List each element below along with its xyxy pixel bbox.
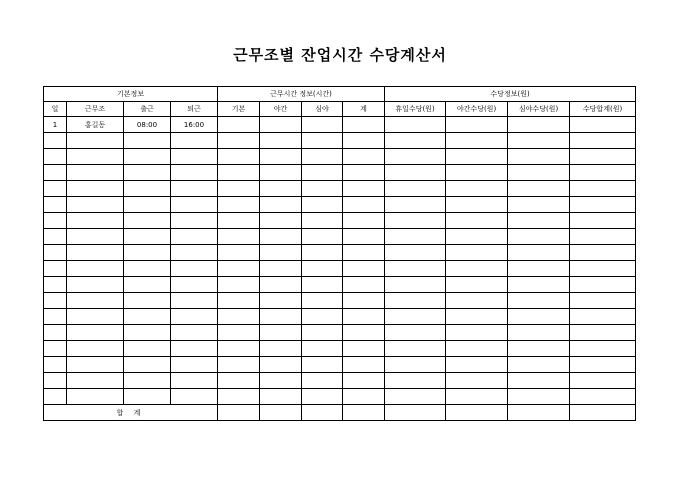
table-cell[interactable] xyxy=(218,181,260,197)
table-cell[interactable] xyxy=(570,373,636,389)
table-cell[interactable] xyxy=(343,341,385,357)
table-cell[interactable] xyxy=(124,229,171,245)
table-cell[interactable] xyxy=(67,133,124,149)
table-cell[interactable] xyxy=(260,389,302,405)
column-header-night-pay: 야간수당(원) xyxy=(446,102,508,117)
column-header-pay-total: 수당합계(원) xyxy=(570,102,636,117)
table-row xyxy=(44,325,636,341)
table-cell[interactable] xyxy=(508,357,570,373)
table-cell[interactable] xyxy=(343,373,385,389)
table-cell[interactable] xyxy=(385,261,446,277)
table-cell[interactable] xyxy=(302,213,343,229)
table-cell[interactable] xyxy=(570,117,636,133)
table-cell[interactable] xyxy=(446,309,508,325)
table-cell[interactable] xyxy=(508,229,570,245)
table-cell[interactable] xyxy=(570,309,636,325)
table-cell[interactable] xyxy=(446,133,508,149)
table-cell[interactable] xyxy=(570,229,636,245)
table-cell[interactable] xyxy=(446,389,508,405)
table-cell[interactable] xyxy=(44,309,67,325)
table-cell[interactable] xyxy=(385,149,446,165)
table-cell[interactable] xyxy=(67,293,124,309)
table-cell[interactable] xyxy=(124,133,171,149)
group-header-pay: 수당정보(원) xyxy=(385,87,636,102)
table-cell[interactable] xyxy=(508,309,570,325)
table-cell[interactable] xyxy=(446,245,508,261)
table-cell[interactable] xyxy=(446,149,508,165)
table-cell[interactable] xyxy=(260,181,302,197)
table-cell[interactable] xyxy=(508,325,570,341)
table-cell[interactable] xyxy=(508,197,570,213)
column-header-late-night-pay: 심야수당(원) xyxy=(508,102,570,117)
table-cell[interactable] xyxy=(343,261,385,277)
table-cell[interactable] xyxy=(44,133,67,149)
column-header-holiday-pay: 휴일수당(원) xyxy=(385,102,446,117)
table-cell[interactable] xyxy=(570,245,636,261)
table-cell[interactable] xyxy=(218,229,260,245)
table-cell[interactable] xyxy=(260,117,302,133)
total-cell[interactable] xyxy=(302,405,343,421)
table-cell[interactable] xyxy=(446,277,508,293)
table-cell[interactable] xyxy=(302,373,343,389)
table-row xyxy=(44,309,636,325)
table-cell[interactable] xyxy=(508,293,570,309)
table-cell[interactable] xyxy=(570,181,636,197)
table-cell[interactable] xyxy=(343,197,385,213)
table-cell[interactable] xyxy=(67,261,124,277)
table-cell[interactable] xyxy=(124,261,171,277)
table-cell[interactable] xyxy=(124,277,171,293)
table-cell[interactable] xyxy=(508,213,570,229)
table-cell[interactable] xyxy=(67,277,124,293)
table-cell[interactable] xyxy=(385,277,446,293)
total-label: 합 계 xyxy=(44,405,218,421)
table-cell[interactable] xyxy=(570,277,636,293)
column-header-total-hours: 계 xyxy=(343,102,385,117)
table-row xyxy=(44,165,636,181)
table-cell[interactable] xyxy=(124,181,171,197)
table-cell[interactable] xyxy=(124,309,171,325)
table-cell[interactable] xyxy=(44,341,67,357)
table-cell[interactable] xyxy=(343,357,385,373)
column-header-shift: 근무조 xyxy=(67,102,124,117)
table-cell[interactable] xyxy=(302,165,343,181)
table-cell[interactable] xyxy=(302,293,343,309)
table-cell[interactable] xyxy=(302,261,343,277)
table-cell[interactable] xyxy=(44,373,67,389)
table-cell[interactable] xyxy=(67,213,124,229)
total-cell[interactable] xyxy=(385,405,446,421)
table-cell[interactable] xyxy=(218,357,260,373)
table-cell[interactable] xyxy=(446,181,508,197)
table-row xyxy=(44,181,636,197)
table-cell[interactable] xyxy=(302,133,343,149)
table-cell[interactable] xyxy=(385,181,446,197)
table-cell[interactable] xyxy=(446,197,508,213)
table-cell[interactable] xyxy=(124,341,171,357)
table-cell[interactable] xyxy=(385,229,446,245)
table-cell[interactable] xyxy=(44,229,67,245)
table-cell[interactable] xyxy=(343,325,385,341)
page-title: 근무조별 잔업시간 수당계산서 xyxy=(233,46,447,64)
table-body xyxy=(44,117,636,405)
table-cell[interactable] xyxy=(343,149,385,165)
table-cell[interactable] xyxy=(171,261,218,277)
table-cell[interactable] xyxy=(171,357,218,373)
table-cell[interactable] xyxy=(385,213,446,229)
table-cell[interactable] xyxy=(67,341,124,357)
table-row xyxy=(44,213,636,229)
table-cell[interactable] xyxy=(67,309,124,325)
table-cell[interactable] xyxy=(171,293,218,309)
table-cell[interactable] xyxy=(343,133,385,149)
table-cell[interactable]: 1 xyxy=(44,117,67,133)
table-cell[interactable] xyxy=(171,133,218,149)
table-cell[interactable] xyxy=(260,149,302,165)
table-row xyxy=(44,229,636,245)
table-cell[interactable] xyxy=(260,229,302,245)
table-cell[interactable] xyxy=(218,277,260,293)
total-row xyxy=(44,405,636,421)
table-cell[interactable] xyxy=(343,293,385,309)
table-cell[interactable] xyxy=(218,245,260,261)
table-cell[interactable] xyxy=(124,325,171,341)
total-cell[interactable] xyxy=(343,405,385,421)
table-cell[interactable] xyxy=(570,325,636,341)
table-cell[interactable] xyxy=(218,117,260,133)
table-cell[interactable] xyxy=(124,293,171,309)
table-cell[interactable] xyxy=(343,165,385,181)
table-cell[interactable] xyxy=(260,309,302,325)
table-cell[interactable] xyxy=(302,277,343,293)
total-cell[interactable] xyxy=(218,405,260,421)
table-cell[interactable] xyxy=(385,357,446,373)
group-header-row xyxy=(44,87,636,102)
table-row xyxy=(44,197,636,213)
table-row xyxy=(44,245,636,261)
table-cell[interactable]: 16:00 xyxy=(171,117,218,133)
table-cell[interactable] xyxy=(67,149,124,165)
table-cell[interactable] xyxy=(302,389,343,405)
table-cell[interactable] xyxy=(218,261,260,277)
table-cell[interactable] xyxy=(508,149,570,165)
table-cell[interactable] xyxy=(260,213,302,229)
table-cell[interactable] xyxy=(171,373,218,389)
table-cell[interactable] xyxy=(67,357,124,373)
table-cell[interactable] xyxy=(570,197,636,213)
table-cell[interactable] xyxy=(508,245,570,261)
table-cell[interactable] xyxy=(44,261,67,277)
table-cell[interactable] xyxy=(385,309,446,325)
table-cell[interactable]: 홍길동 xyxy=(67,117,124,133)
table-cell[interactable] xyxy=(385,117,446,133)
table-cell[interactable] xyxy=(508,341,570,357)
table-cell[interactable] xyxy=(508,261,570,277)
table-cell[interactable] xyxy=(570,357,636,373)
table-cell[interactable] xyxy=(171,245,218,261)
table-cell[interactable] xyxy=(508,165,570,181)
table-cell[interactable] xyxy=(44,277,67,293)
table-cell[interactable] xyxy=(570,149,636,165)
table-cell[interactable] xyxy=(260,325,302,341)
table-cell[interactable] xyxy=(302,229,343,245)
table-cell[interactable] xyxy=(218,197,260,213)
table-cell[interactable] xyxy=(171,213,218,229)
table-cell[interactable] xyxy=(124,357,171,373)
column-header-row xyxy=(44,102,636,117)
table-cell[interactable] xyxy=(67,325,124,341)
table-cell[interactable] xyxy=(446,341,508,357)
table-row xyxy=(44,149,636,165)
table-cell[interactable] xyxy=(260,197,302,213)
table-cell[interactable] xyxy=(260,373,302,389)
table-cell[interactable] xyxy=(508,117,570,133)
table-cell[interactable] xyxy=(570,133,636,149)
table-cell[interactable] xyxy=(343,245,385,261)
table-cell[interactable] xyxy=(124,389,171,405)
table-cell[interactable] xyxy=(446,357,508,373)
table-row xyxy=(44,133,636,149)
table-row xyxy=(44,277,636,293)
table-cell[interactable] xyxy=(302,341,343,357)
table-cell[interactable] xyxy=(171,325,218,341)
table-cell[interactable] xyxy=(260,165,302,181)
table-cell[interactable] xyxy=(343,389,385,405)
table-cell[interactable] xyxy=(124,213,171,229)
group-header-hours: 근무시간 정보(시간) xyxy=(218,87,385,102)
table-cell[interactable] xyxy=(44,245,67,261)
table-cell[interactable] xyxy=(302,117,343,133)
table-row xyxy=(44,373,636,389)
table-cell[interactable] xyxy=(44,213,67,229)
table-cell[interactable] xyxy=(124,149,171,165)
table-row xyxy=(44,341,636,357)
column-header-night-hours: 야간 xyxy=(260,102,302,117)
table-row xyxy=(44,357,636,373)
table-cell[interactable] xyxy=(171,229,218,245)
table-cell[interactable] xyxy=(44,389,67,405)
group-header-basic: 기본정보 xyxy=(44,87,218,102)
table-cell[interactable] xyxy=(385,165,446,181)
table-cell[interactable] xyxy=(171,181,218,197)
table-cell[interactable] xyxy=(343,181,385,197)
table-cell[interactable] xyxy=(44,181,67,197)
table-cell[interactable] xyxy=(171,389,218,405)
table-cell[interactable] xyxy=(260,245,302,261)
table-cell[interactable] xyxy=(446,293,508,309)
table-cell[interactable] xyxy=(171,149,218,165)
table-cell[interactable] xyxy=(385,293,446,309)
table-cell[interactable] xyxy=(67,389,124,405)
table-cell[interactable] xyxy=(302,181,343,197)
table-cell[interactable]: 08:00 xyxy=(124,117,171,133)
table-cell[interactable] xyxy=(260,293,302,309)
table-cell[interactable] xyxy=(508,181,570,197)
table-cell[interactable] xyxy=(343,277,385,293)
table-cell[interactable] xyxy=(260,261,302,277)
table-cell[interactable] xyxy=(44,165,67,181)
table-cell[interactable] xyxy=(570,213,636,229)
table-cell[interactable] xyxy=(508,389,570,405)
column-header-day: 일 xyxy=(44,102,67,117)
table-cell[interactable] xyxy=(302,309,343,325)
table-cell[interactable] xyxy=(446,261,508,277)
table-cell[interactable] xyxy=(67,181,124,197)
table-cell[interactable] xyxy=(343,213,385,229)
table-cell[interactable] xyxy=(343,229,385,245)
table-cell[interactable] xyxy=(171,165,218,181)
table-cell[interactable] xyxy=(508,277,570,293)
column-header-clock-in: 출근 xyxy=(124,102,171,117)
table-cell[interactable] xyxy=(218,341,260,357)
table-cell[interactable] xyxy=(446,165,508,181)
table-cell[interactable] xyxy=(44,197,67,213)
table-cell[interactable] xyxy=(570,341,636,357)
table-cell[interactable] xyxy=(124,197,171,213)
table-cell[interactable] xyxy=(385,373,446,389)
table-cell[interactable] xyxy=(385,325,446,341)
table-row xyxy=(44,293,636,309)
table-cell[interactable] xyxy=(218,293,260,309)
table-cell[interactable] xyxy=(260,277,302,293)
table-cell[interactable] xyxy=(570,293,636,309)
table-cell[interactable] xyxy=(260,341,302,357)
table-cell[interactable] xyxy=(44,149,67,165)
column-header-base-hours: 기본 xyxy=(218,102,260,117)
table-cell[interactable] xyxy=(508,133,570,149)
table-cell[interactable] xyxy=(385,197,446,213)
column-header-clock-out: 퇴근 xyxy=(171,102,218,117)
table-cell[interactable] xyxy=(218,309,260,325)
table-cell[interactable] xyxy=(570,389,636,405)
table-cell[interactable] xyxy=(570,261,636,277)
table-cell[interactable] xyxy=(218,165,260,181)
table-cell[interactable] xyxy=(385,341,446,357)
table-cell[interactable] xyxy=(260,133,302,149)
table-cell[interactable] xyxy=(260,357,302,373)
table-cell[interactable] xyxy=(218,325,260,341)
table-cell[interactable] xyxy=(124,165,171,181)
table-cell[interactable] xyxy=(446,325,508,341)
table-cell[interactable] xyxy=(44,357,67,373)
table-cell[interactable] xyxy=(446,213,508,229)
table-cell[interactable] xyxy=(446,117,508,133)
table-row xyxy=(44,389,636,405)
table-cell[interactable] xyxy=(44,293,67,309)
table-cell[interactable] xyxy=(385,133,446,149)
table-cell[interactable] xyxy=(302,245,343,261)
total-cell[interactable] xyxy=(260,405,302,421)
table-cell[interactable] xyxy=(67,245,124,261)
table-cell[interactable] xyxy=(446,373,508,389)
total-cell[interactable] xyxy=(508,405,570,421)
table-cell[interactable] xyxy=(570,165,636,181)
column-header-late-night-hours: 심야 xyxy=(302,102,343,117)
table-cell[interactable] xyxy=(67,197,124,213)
table-cell[interactable] xyxy=(302,149,343,165)
table-cell[interactable] xyxy=(343,309,385,325)
table-cell[interactable] xyxy=(124,373,171,389)
table-cell[interactable] xyxy=(67,373,124,389)
table-row xyxy=(44,117,636,133)
table-cell[interactable] xyxy=(343,117,385,133)
table-cell[interactable] xyxy=(446,229,508,245)
table-cell[interactable] xyxy=(302,197,343,213)
total-cell[interactable] xyxy=(446,405,508,421)
table-cell[interactable] xyxy=(171,341,218,357)
table-cell[interactable] xyxy=(302,325,343,341)
total-cell[interactable] xyxy=(570,405,636,421)
table-cell[interactable] xyxy=(124,245,171,261)
table-cell[interactable] xyxy=(302,357,343,373)
table-cell[interactable] xyxy=(218,213,260,229)
table-cell[interactable] xyxy=(171,277,218,293)
table-cell[interactable] xyxy=(67,165,124,181)
table-cell[interactable] xyxy=(218,373,260,389)
table-cell[interactable] xyxy=(385,389,446,405)
allowance-table xyxy=(43,86,636,421)
table-cell[interactable] xyxy=(218,149,260,165)
table-cell[interactable] xyxy=(218,133,260,149)
table-cell[interactable] xyxy=(67,229,124,245)
table-row xyxy=(44,261,636,277)
table-cell[interactable] xyxy=(171,197,218,213)
table-cell[interactable] xyxy=(171,309,218,325)
table-cell[interactable] xyxy=(508,373,570,389)
table-cell[interactable] xyxy=(218,389,260,405)
table-cell[interactable] xyxy=(44,325,67,341)
table-cell[interactable] xyxy=(385,245,446,261)
